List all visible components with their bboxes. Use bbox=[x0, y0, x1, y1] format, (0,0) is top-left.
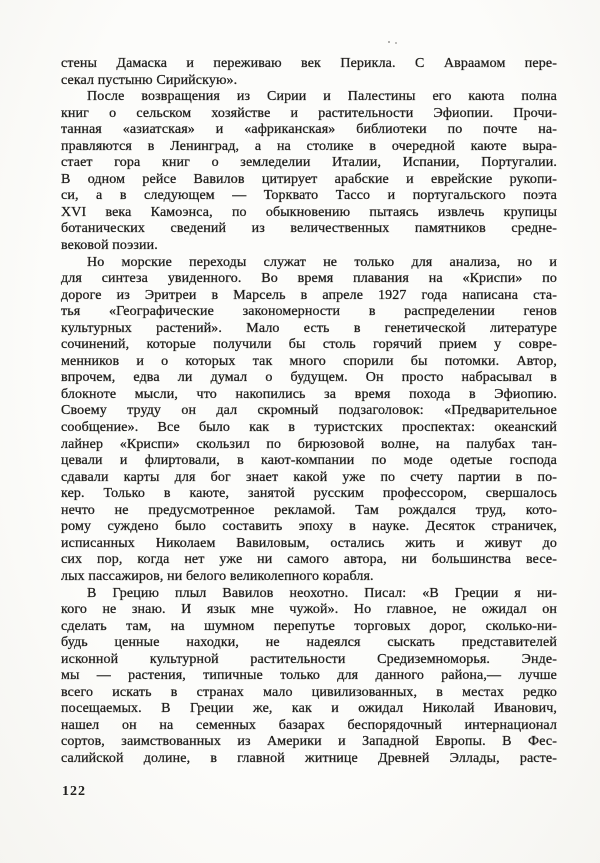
text-line: сдавали карты для бог знает какой уже по счету партии в по- bbox=[61, 469, 557, 485]
text-line: стает гора книг о земледелии Италии, Испании, Португалии. bbox=[61, 155, 557, 171]
text-line: рому суждено было составить эпоху в науке. Десяток страничек, bbox=[61, 519, 557, 535]
text-line: вековой поэзии. bbox=[61, 238, 158, 254]
text-line: стены Дамаска и переживаю век Перикла. С Авраамом пере- bbox=[61, 56, 557, 71]
text-line: секал пустыню Сирийскую». bbox=[61, 72, 238, 88]
text-line: сочинений, которые получили бы столь горячий прием у совре- bbox=[61, 337, 557, 353]
text-line: Но морские переходы служат не только для анализа, но и bbox=[87, 254, 557, 270]
text-line: впрочем, едва ли думал о будущем. Он просто набрасывал в bbox=[61, 370, 557, 386]
paragraph bbox=[61, 56, 557, 89]
text-line: нечто не предусмотренное рекламой. Там рождался труд, кото- bbox=[61, 502, 557, 518]
text-line: для синтеза увиденного. Во время плавания на «Криспи» по bbox=[61, 271, 557, 287]
text-line: сообщение». Все было как в туристских проспектах: океанский bbox=[61, 420, 557, 436]
text-line: нашел он на семенных базарах беспорядочный интернационал bbox=[61, 717, 557, 733]
text-line: дороге из Эритреи в Марсель в апреле 1927 года написана ста- bbox=[61, 287, 557, 303]
text-line: культурных растений». Мало есть в генетической литературе bbox=[61, 320, 557, 336]
paragraph bbox=[61, 586, 557, 768]
text-line: цевали и флиртовали, в кают-компании по моде одетые господа bbox=[61, 453, 557, 469]
text-line: книг о сельском хозяйстве и растительности Эфиопии. Прочи- bbox=[61, 105, 557, 121]
text-line: си, а в следующем — Торквато Тассо и португальского поэта bbox=[61, 188, 557, 204]
text-line: сделать там, на шумном перепутье торговых дорог, сколько-ни- bbox=[61, 618, 557, 634]
text-line: XVI века Камоэнса, по обыкновению пытаясь извлечь крупицы bbox=[61, 204, 557, 220]
text-line: тья «Географические закономерности в распределении генов bbox=[61, 304, 557, 320]
text-line: исписанных Николаем Вавиловым, остались жить и живут до bbox=[61, 535, 557, 551]
text-line: правляются в Ленинград, а на столике в очередной каюте выра- bbox=[61, 138, 557, 154]
scan-artifact-dots bbox=[388, 41, 390, 43]
text-line: кого не знаю. И язык мне чужой». Но главное, не ожидал он bbox=[61, 602, 557, 618]
paragraph bbox=[61, 255, 557, 586]
page-number: 122 bbox=[62, 784, 86, 799]
paragraph bbox=[61, 89, 557, 254]
text-line: блокноте мысли, что накопились за время похода в Эфиопию. bbox=[61, 386, 557, 402]
text-line: В Грецию плыл Вавилов неохотно. Писал: «В Греции я ни- bbox=[87, 585, 557, 601]
text-line: В одном рейсе Вавилов цитирует арабские и еврейские рукопи- bbox=[61, 171, 557, 187]
text-line: мы — растения, типичные только для данного района,— лучше bbox=[61, 668, 557, 684]
text-line: менников и о которых так много спорили бы потомки. Автор, bbox=[61, 353, 557, 369]
text-line: лайнер «Криспи» скользил по бирюзовой волне, на палубах тан- bbox=[61, 436, 557, 452]
text-line: салийской долине, в главной житнице Древней Эллады, расте- bbox=[61, 750, 557, 766]
text-line: посещаемых. В Греции же, как и ожидал Николай Иванович, bbox=[61, 701, 557, 717]
text-line: лых пассажиров, ни белого великолепного корабля. bbox=[61, 568, 374, 584]
text-line: сортов, заимствованных из Америки и Западной Европы. В Фес- bbox=[61, 734, 557, 750]
text-line: всего искать в странах мало цивилизованных, в местах редко bbox=[61, 684, 557, 700]
text-line: Своему труду он дал скромный подзаголовок: «Предварительное bbox=[61, 403, 557, 419]
text-line: кер. Только в каюте, занятой русским профессором, свершалось bbox=[61, 486, 557, 502]
text-line: будь ценные находки, не надеялся сыскать представителей bbox=[61, 635, 557, 651]
text-line: сих пор, когда нет уже ни самого автора, ни большинства весе- bbox=[61, 552, 557, 568]
text-line: ботанических сведений из величественных памятников средне- bbox=[61, 221, 557, 237]
text-line: исконной культурной растительности Средиземноморья. Энде- bbox=[61, 651, 557, 667]
text-line: танная «азиатская» и «африканская» библиотеки по почте на- bbox=[61, 122, 557, 138]
text-line: После возвращения из Сирии и Палестины его каюта полна bbox=[87, 89, 557, 105]
text-block bbox=[61, 56, 557, 768]
